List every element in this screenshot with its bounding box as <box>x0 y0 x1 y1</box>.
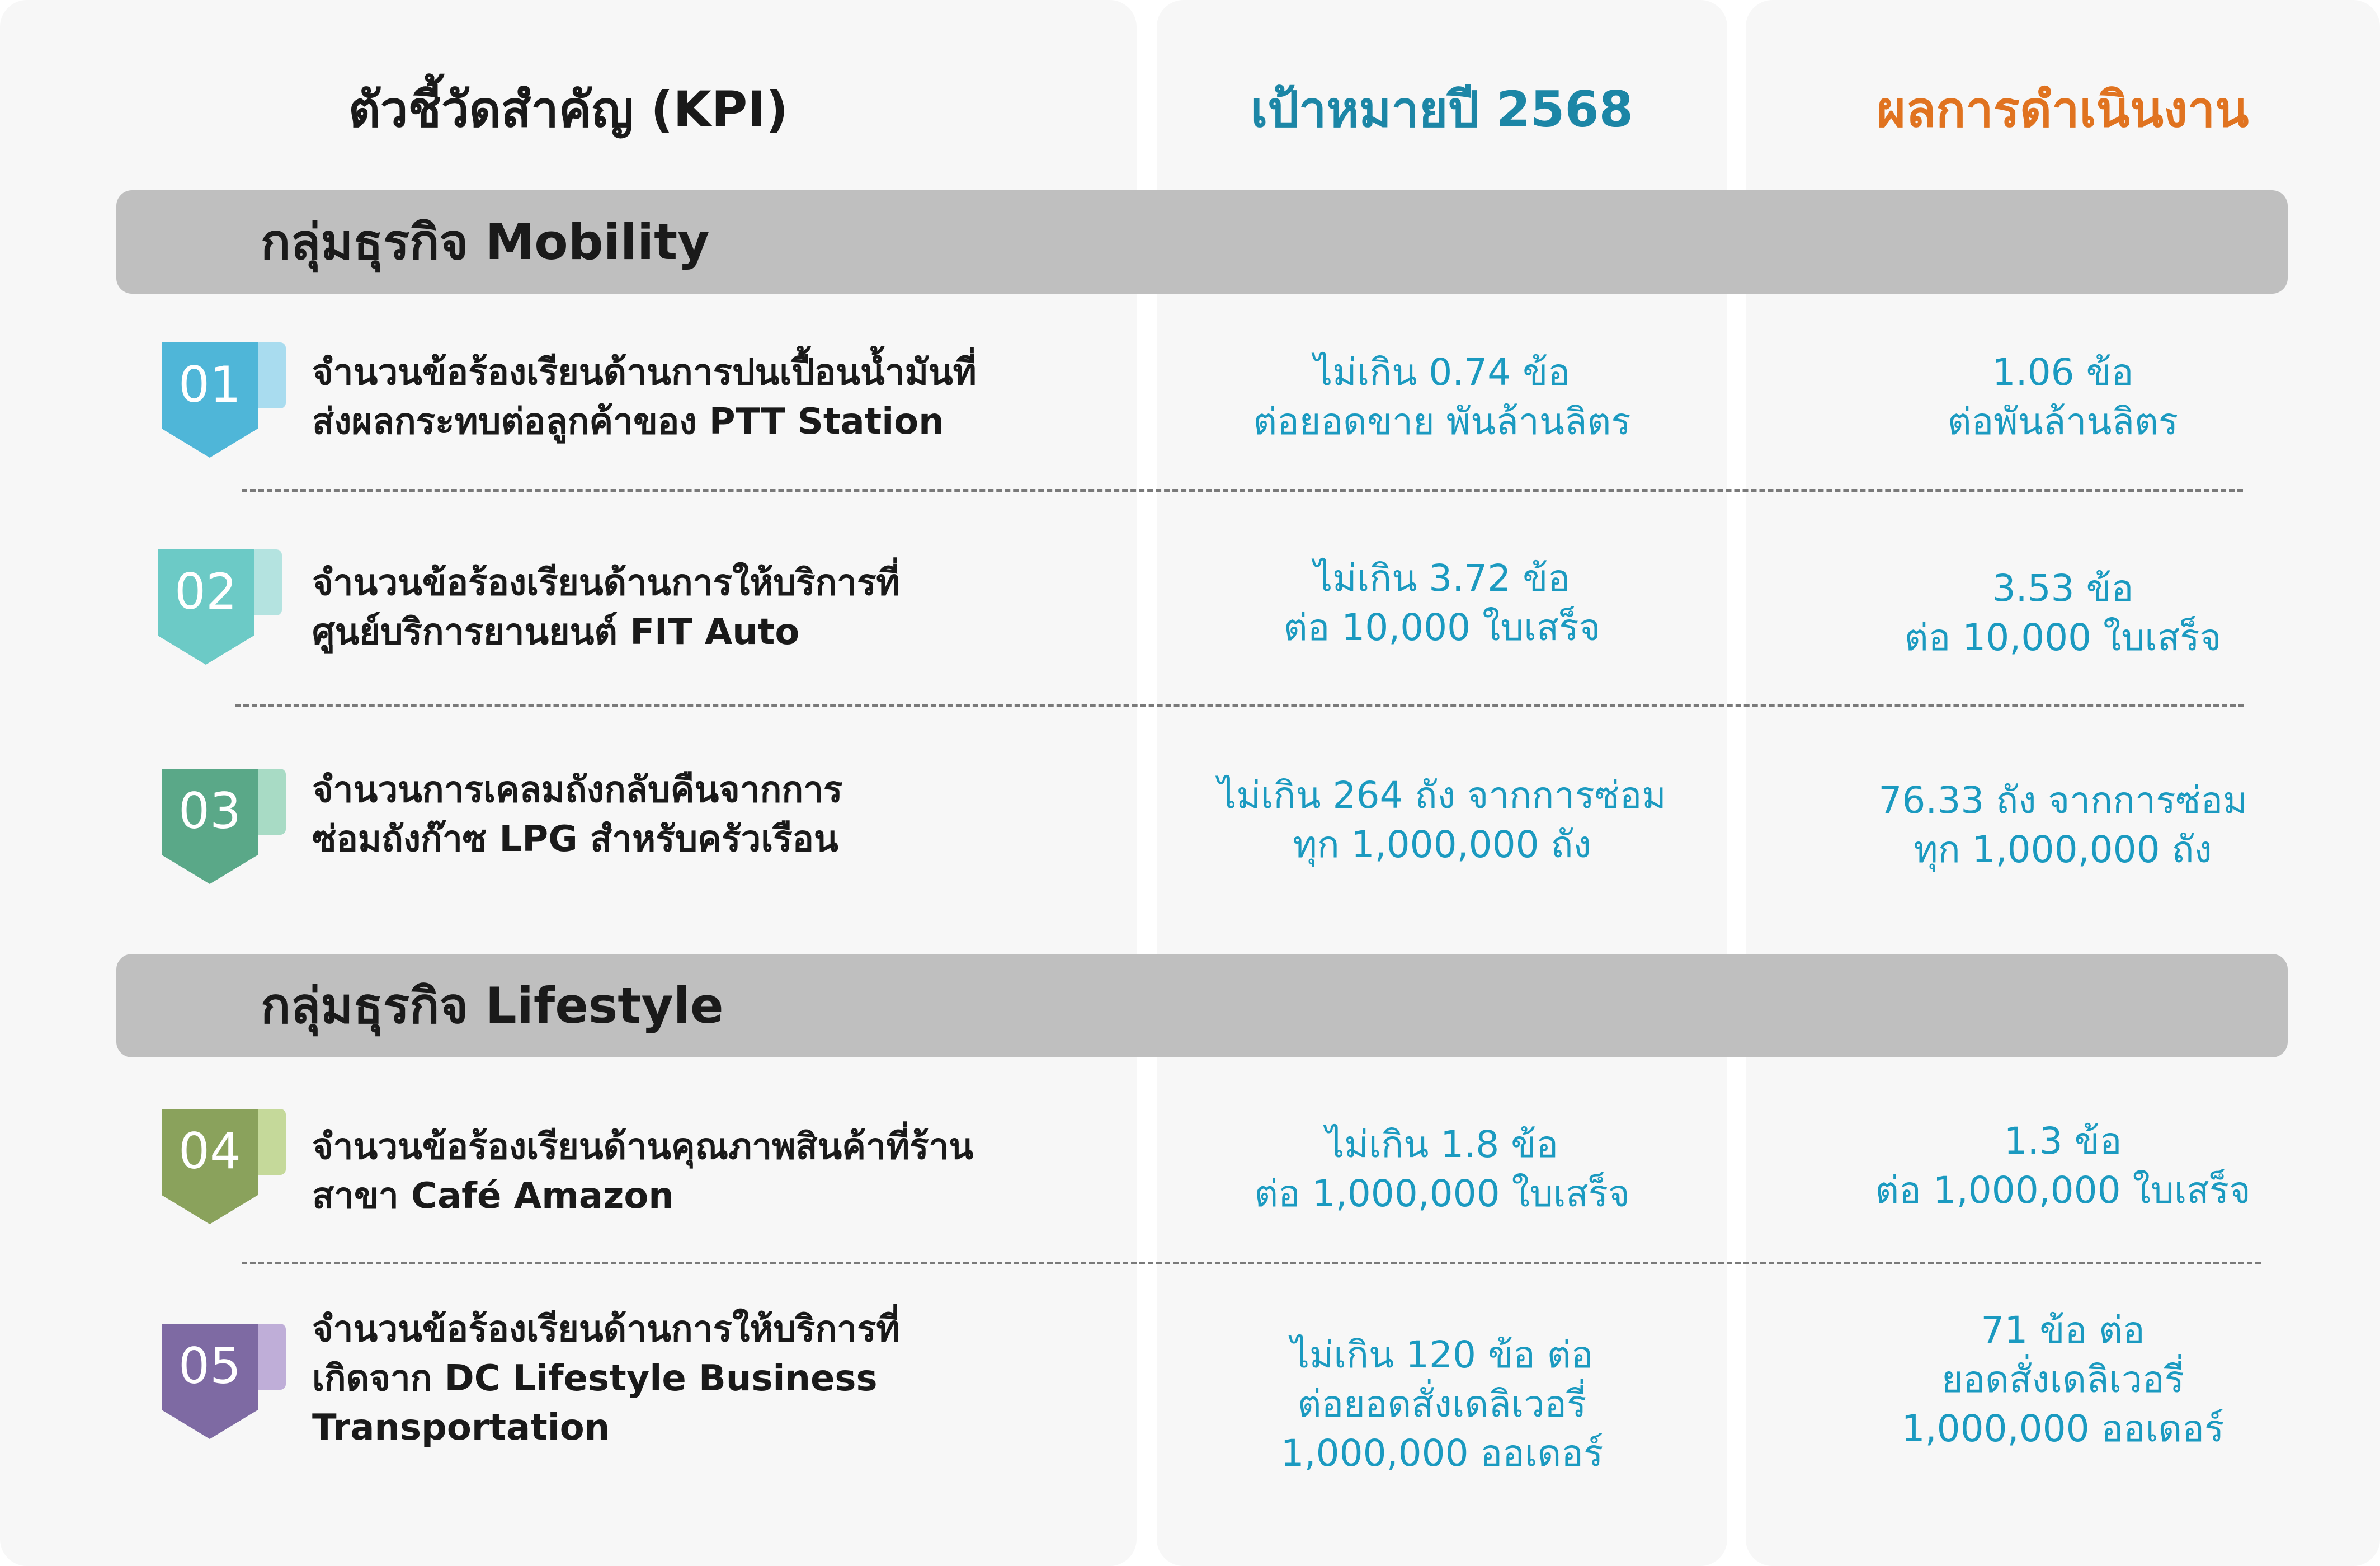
row-number: 03 <box>178 782 241 840</box>
group-title: กลุ่มธุรกิจ Lifestyle <box>261 977 724 1034</box>
row-number: 04 <box>178 1122 241 1180</box>
result-value: 1.06 ข้อ ต่อพันล้านลิตร <box>1947 351 2179 443</box>
kpi-description: จำนวนข้อร้องเรียนด้านการปนเปื้อนน้ำมันที่ ส่งผลกระทบต่อลูกค้าของ PTT Station <box>312 352 977 443</box>
target-column-heading: เป้าหมายปี 2568 <box>1251 81 1633 138</box>
row-divider <box>242 1262 2261 1264</box>
row-divider <box>242 489 2243 492</box>
group-band-lifestyle <box>116 954 2288 1057</box>
kpi-description: จำนวนข้อร้องเรียนด้านคุณภาพสินค้าที่ร้าน สาขา Café Amazon <box>312 1126 974 1217</box>
group-band-mobility <box>116 190 2288 294</box>
row-number-badge <box>159 1107 294 1230</box>
row-divider <box>235 704 2244 707</box>
result-column-heading: ผลการดำเนินงาน <box>1877 81 2249 138</box>
kpi-column-heading: ตัวชี้วัดสำคัญ (KPI) <box>348 81 789 138</box>
kpi-description: จำนวนข้อร้องเรียนด้านการให้บริการที่ เกิดจาก DC Lifestyle Business Transportation <box>312 1309 900 1449</box>
row-number: 02 <box>175 563 237 620</box>
row-number-badge <box>159 340 294 463</box>
kpi-description: จำนวนข้อร้องเรียนด้านการให้บริการที่ ศูนย์บริการยานยนต์ FIT Auto <box>312 562 900 653</box>
target-value: ไม่เกิน 1.8 ข้อ ต่อ 1,000,000 ใบเสร็จ <box>1254 1123 1630 1215</box>
result-value: 1.3 ข้อ ต่อ 1,000,000 ใบเสร็จ <box>1875 1120 2251 1212</box>
kpi-description: จำนวนการเคลมถังกลับคืนจากการ ซ่อมถังก๊าซ LPG สำหรับครัวเรือน <box>312 769 843 860</box>
target-value: ไม่เกิน 120 ข้อ ต่อ ต่อยอดสั่งเดลิเวอรี่ 1,000,000 ออเดอร์ <box>1280 1333 1604 1475</box>
row-number: 05 <box>178 1337 241 1395</box>
target-value: ไม่เกิน 0.74 ข้อ ต่อยอดขาย พันล้านลิตร <box>1253 351 1631 443</box>
result-value: 3.53 ข้อ ต่อ 10,000 ใบเสร็จ <box>1904 567 2222 659</box>
row-number-badge <box>155 547 290 670</box>
group-title: กลุ่มธุรกิจ Mobility <box>261 213 710 271</box>
row-number: 01 <box>178 356 241 413</box>
row-number-badge <box>159 766 294 890</box>
result-value: 76.33 ถัง จากการซ่อม ทุก 1,000,000 ถัง <box>1878 779 2247 871</box>
row-number-badge <box>159 1322 294 1445</box>
target-value: ไม่เกิน 264 ถัง จากการซ่อม ทุก 1,000,000 ถัง <box>1218 774 1666 866</box>
target-value: ไม่เกิน 3.72 ข้อ ต่อ 10,000 ใบเสร็จ <box>1283 557 1601 649</box>
result-value: 71 ข้อ ต่อ ยอดสั่งเดลิเวอรี่ 1,000,000 ออเดอร์ <box>1901 1309 2225 1450</box>
